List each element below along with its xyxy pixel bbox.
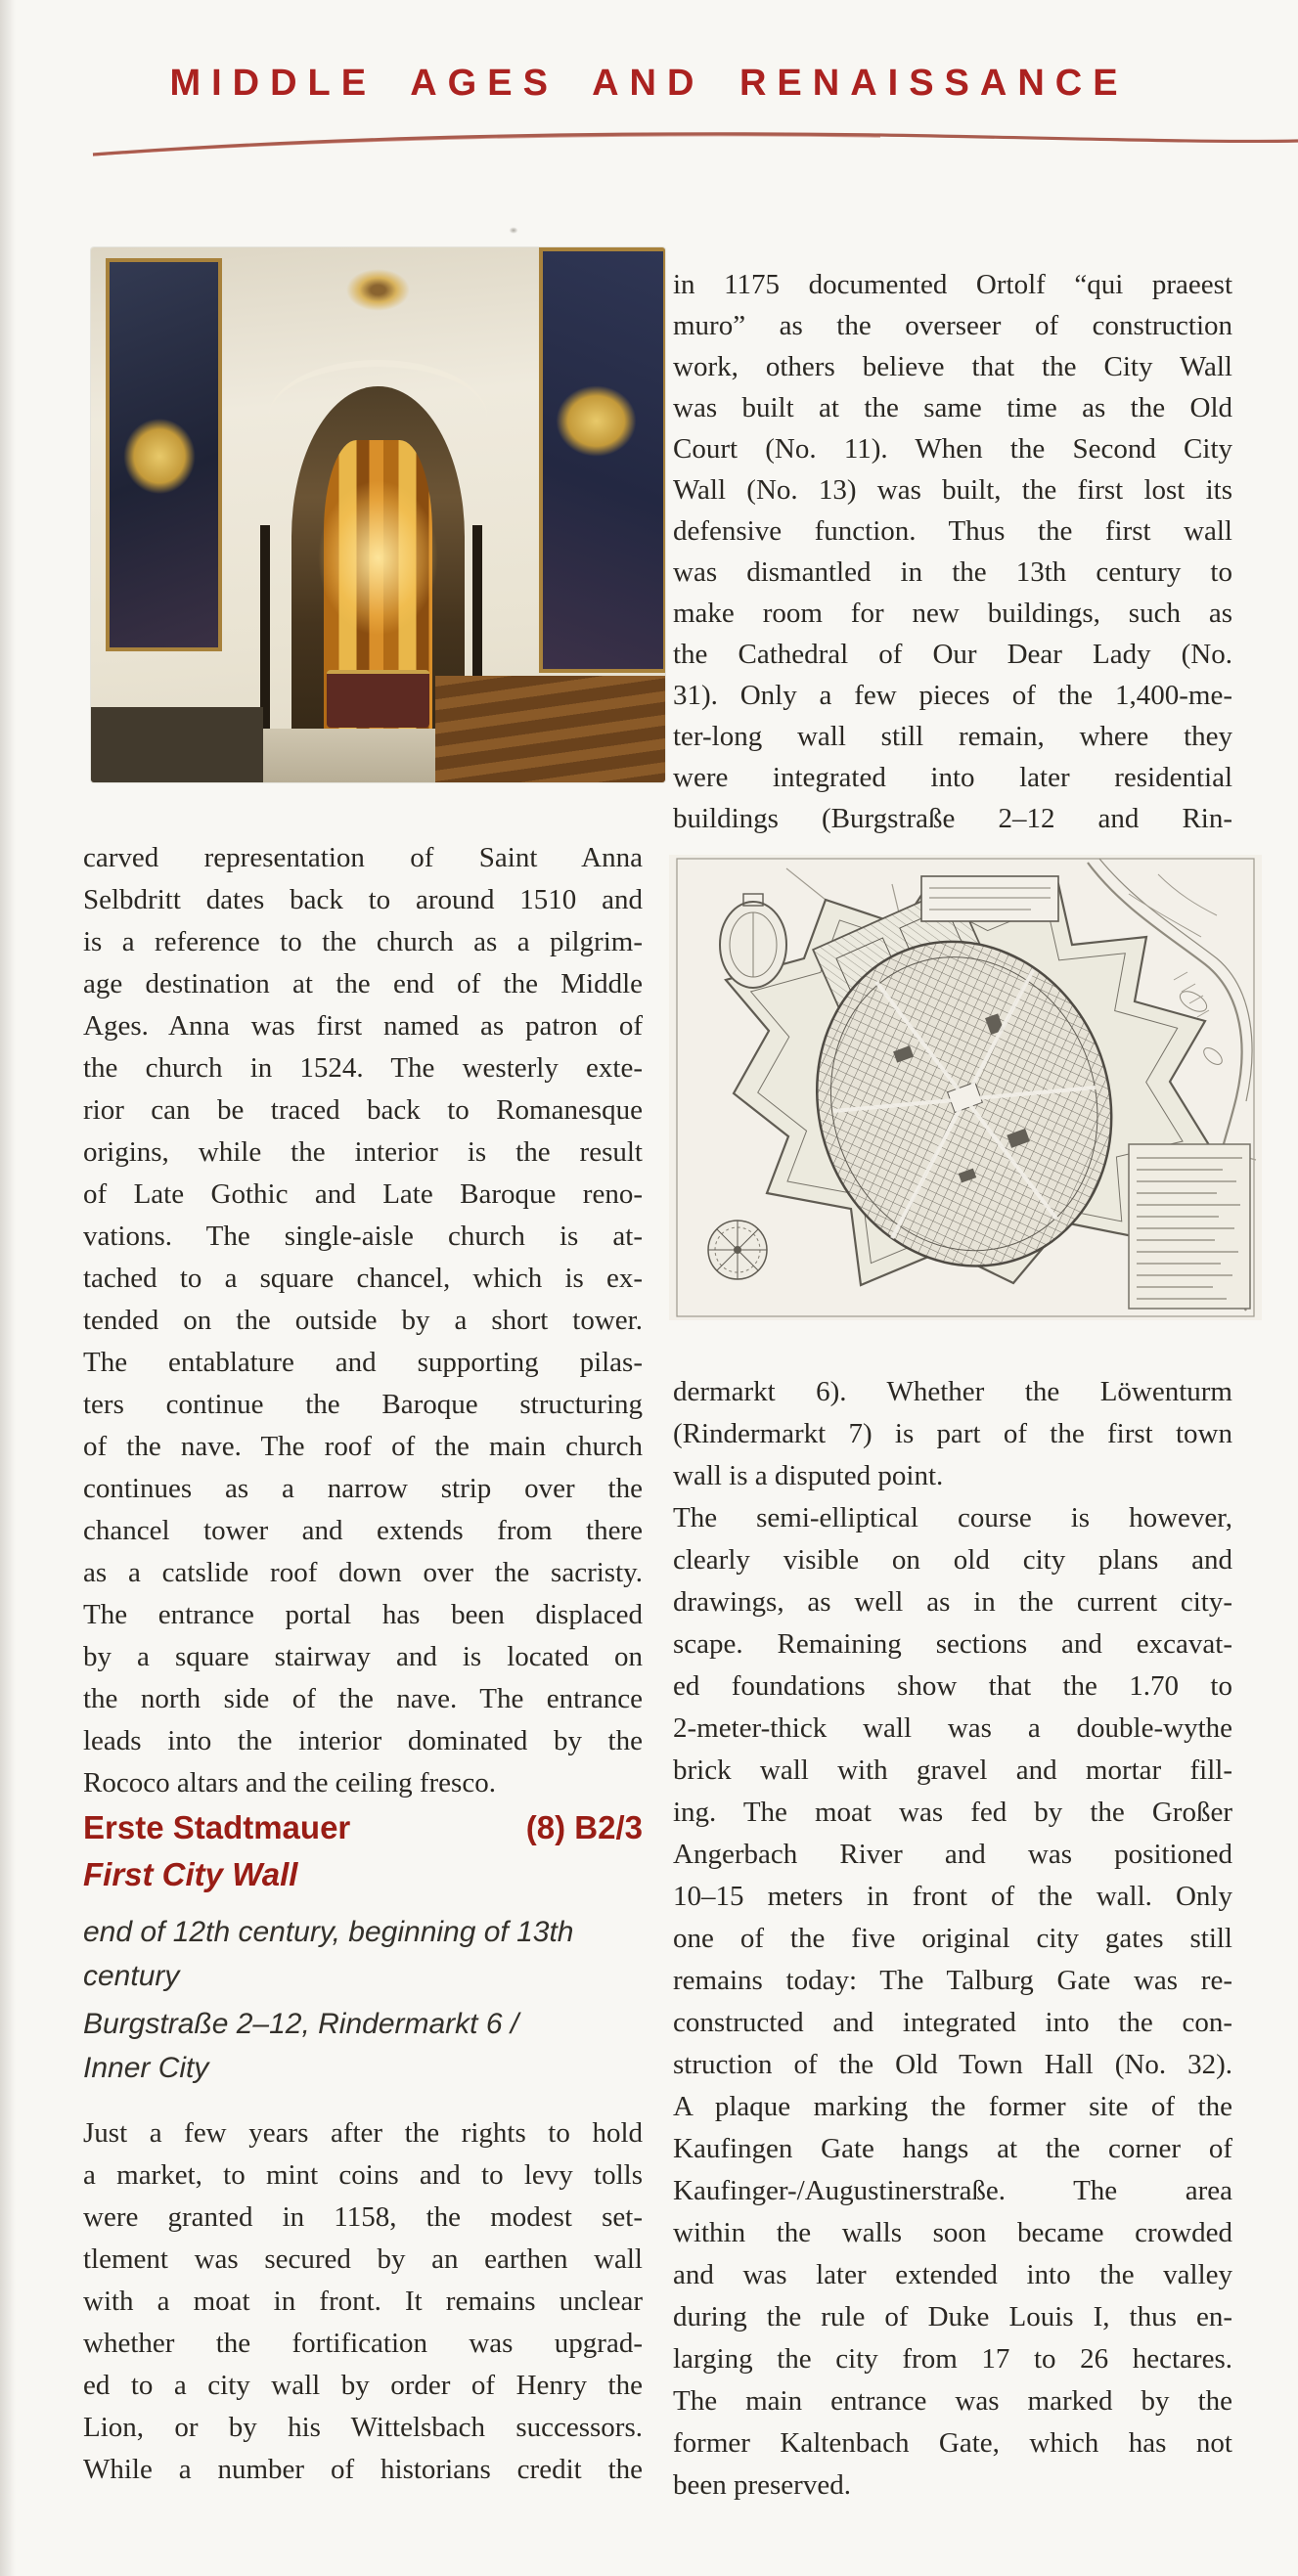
- right-gold-sunburst: [545, 376, 649, 466]
- text-line: by a square stairway and is located on: [83, 1641, 643, 1672]
- text-line: Court (No. 11). When the Second City: [673, 433, 1232, 465]
- text-line: within the walls soon became crowded: [673, 2217, 1232, 2248]
- altar-glow: [303, 462, 453, 654]
- text-line: 10–15 meters in front of the wall. Only: [673, 1881, 1232, 1912]
- text-line: were integrated into later residential: [673, 762, 1232, 793]
- paragraph-first-wall-history: [83, 2112, 643, 2491]
- text-line: The entrance portal has been displaced: [83, 1599, 643, 1630]
- text-line: the church in 1524. The westerly exte-: [83, 1052, 643, 1084]
- text-line: brick wall with gravel and mortar fill-: [673, 1754, 1232, 1786]
- text-line: was built at the same time as the Old: [673, 392, 1232, 423]
- entry-map-ref: (8) B2/3: [525, 1809, 643, 1845]
- text-line: Burgstraße 2–12, Rindermarkt 6 /: [83, 2008, 519, 2040]
- text-line: were granted in 1158, the modest set-: [83, 2201, 643, 2233]
- text-line: wall is a disputed point.: [673, 1460, 944, 1491]
- text-line: carved representation of Saint Anna: [83, 842, 643, 873]
- text-line: muro” as the overseer of construction: [673, 310, 1232, 341]
- text-line: A plaque marking the former site of the: [673, 2091, 1232, 2122]
- text-line: remains today: The Talburg Gate was re-: [673, 1965, 1232, 1996]
- text-line: Inner City: [83, 2052, 209, 2084]
- text-line: make room for new buildings, such as: [673, 598, 1232, 629]
- text-line: defensive function. Thus the first wall: [673, 515, 1232, 547]
- paragraph-wall-course: [673, 1371, 1232, 2507]
- text-line: the Cathedral of Our Dear Lady (No.: [673, 639, 1232, 670]
- text-line: former Kaltenbach Gate, which has not: [673, 2427, 1232, 2459]
- text-line: The entablature and supporting pilas-: [83, 1347, 643, 1378]
- text-line: chancel tower and extends from there: [83, 1515, 643, 1546]
- text-line: Kaufinger-/Augustinerstraße. The area: [673, 2175, 1232, 2206]
- text-line: was dismantled in the 13th century to: [673, 556, 1232, 588]
- paragraph-anna-church: [83, 837, 643, 1804]
- text-line: dermarkt 6). Whether the Löwenturm: [673, 1376, 1232, 1407]
- text-line: with a moat in front. It remains unclear: [83, 2286, 643, 2317]
- text-line: and was later extended into the valley: [673, 2259, 1232, 2290]
- text-line: work, others believe that the City Wall: [673, 351, 1232, 382]
- text-line: 31). Only a few pieces of the 1,400-me-: [673, 680, 1232, 711]
- text-line: larging the city from 17 to 26 hectares.: [673, 2343, 1232, 2375]
- text-line: clearly visible on old city plans and: [673, 1544, 1232, 1576]
- text-line: whether the fortification was upgrad-: [83, 2328, 643, 2359]
- text-line: one of the five original city gates still: [673, 1923, 1232, 1954]
- entry-address: [83, 2002, 643, 2090]
- text-line: continues as a narrow strip over the: [83, 1473, 643, 1504]
- text-line: ter-long wall still remain, where they: [673, 721, 1232, 752]
- text-line: Kaufingen Gate hangs at the corner of: [673, 2133, 1232, 2164]
- text-line: 2-meter-thick wall was a double-wythe: [673, 1712, 1232, 1744]
- text-line: the north side of the nave. The entrance: [83, 1683, 643, 1714]
- text-line: Angerbach River and was positioned: [673, 1839, 1232, 1870]
- text-line: ters continue the Baroque structuring: [83, 1389, 643, 1420]
- text-line: vations. The single-aisle church is at-: [83, 1221, 643, 1252]
- text-line: tended on the outside by a short tower.: [83, 1305, 643, 1336]
- kneeler-bench: [91, 707, 263, 782]
- text-line: The main entrance was marked by the: [673, 2385, 1232, 2417]
- text-line: Lion, or by his Wittelsbach successors.: [83, 2412, 643, 2443]
- entry-period: [83, 1910, 643, 1998]
- text-line: Rococo altars and the ceiling fresco.: [83, 1767, 496, 1799]
- text-line: constructed and integrated into the con-: [673, 2007, 1232, 2038]
- paragraph-wall-construction: [673, 264, 1232, 839]
- text-line: tlement was secured by an earthen wall: [83, 2243, 643, 2275]
- text-line: Ages. Anna was first named as patron of: [83, 1010, 643, 1042]
- title-underline-rule: [0, 125, 1298, 168]
- city-map-figure: [669, 855, 1262, 1320]
- left-gold-sunburst: [113, 408, 205, 504]
- scan-speck: [508, 226, 519, 235]
- scan-edge-shadow: [0, 0, 16, 2576]
- text-line: ed to a city wall by order of Henry the: [83, 2370, 643, 2401]
- text-line: ing. The moat was fed by the Großer: [673, 1797, 1232, 1828]
- text-line: origins, while the interior is the result: [83, 1136, 643, 1168]
- text-line: during the rule of Duke Louis I, thus en-: [673, 2301, 1232, 2332]
- text-line: (Rindermarkt 7) is part of the first town: [673, 1418, 1232, 1449]
- entry-title-de: Erste Stadtmauer: [83, 1809, 351, 1845]
- text-line: buildings (Burgstraße 2–12 and Rin-: [673, 803, 1232, 834]
- text-line: leads into the interior dominated by the: [83, 1725, 643, 1756]
- text-line: a market, to mint coins and to levy tolls: [83, 2159, 643, 2191]
- text-line: end of 12th century, beginning of 13th: [83, 1916, 574, 1948]
- text-line: While a number of historians credit the: [83, 2454, 643, 2485]
- wooden-pews: [435, 676, 665, 782]
- text-line: in 1175 documented Ortolf “qui praeest: [673, 269, 1232, 300]
- text-line: been preserved.: [673, 2469, 851, 2501]
- text-line: as a catslide roof down over the sacristy.: [83, 1557, 643, 1588]
- entry-title-en: First City Wall: [83, 1856, 298, 1892]
- text-line: century: [83, 1960, 180, 1992]
- text-line: is a reference to the church as a pilgrim-: [83, 926, 643, 957]
- text-line: The semi-elliptical course is however,: [673, 1502, 1232, 1533]
- entry-heading: [83, 1809, 643, 1846]
- altar-table: [327, 670, 430, 728]
- text-line: ed foundations show that the 1.70 to: [673, 1670, 1232, 1702]
- text-line: drawings, as well as in the current city-: [673, 1586, 1232, 1618]
- church-photo-figure: [91, 247, 665, 782]
- text-line: Just a few years after the rights to hold: [83, 2117, 643, 2149]
- text-line: rior can be traced back to Romanesque: [83, 1094, 643, 1126]
- text-line: age destination at the end of the Middle: [83, 968, 643, 999]
- text-line: struction of the Old Town Hall (No. 32).: [673, 2049, 1232, 2080]
- text-line: tached to a square chancel, which is ex-: [83, 1263, 643, 1294]
- text-line: of the nave. The roof of the main church: [83, 1431, 643, 1462]
- text-line: Wall (No. 13) was built, the first lost its: [673, 474, 1232, 506]
- text-line: Selbdritt dates back to around 1510 and: [83, 884, 643, 915]
- gold-cartouche-ornament: [337, 263, 418, 317]
- text-line: of Late Gothic and Late Baroque reno-: [83, 1178, 643, 1210]
- text-line: scape. Remaining sections and excavat-: [673, 1628, 1232, 1660]
- page-title: MIDDLE AGES AND RENAISSANCE: [169, 63, 1129, 104]
